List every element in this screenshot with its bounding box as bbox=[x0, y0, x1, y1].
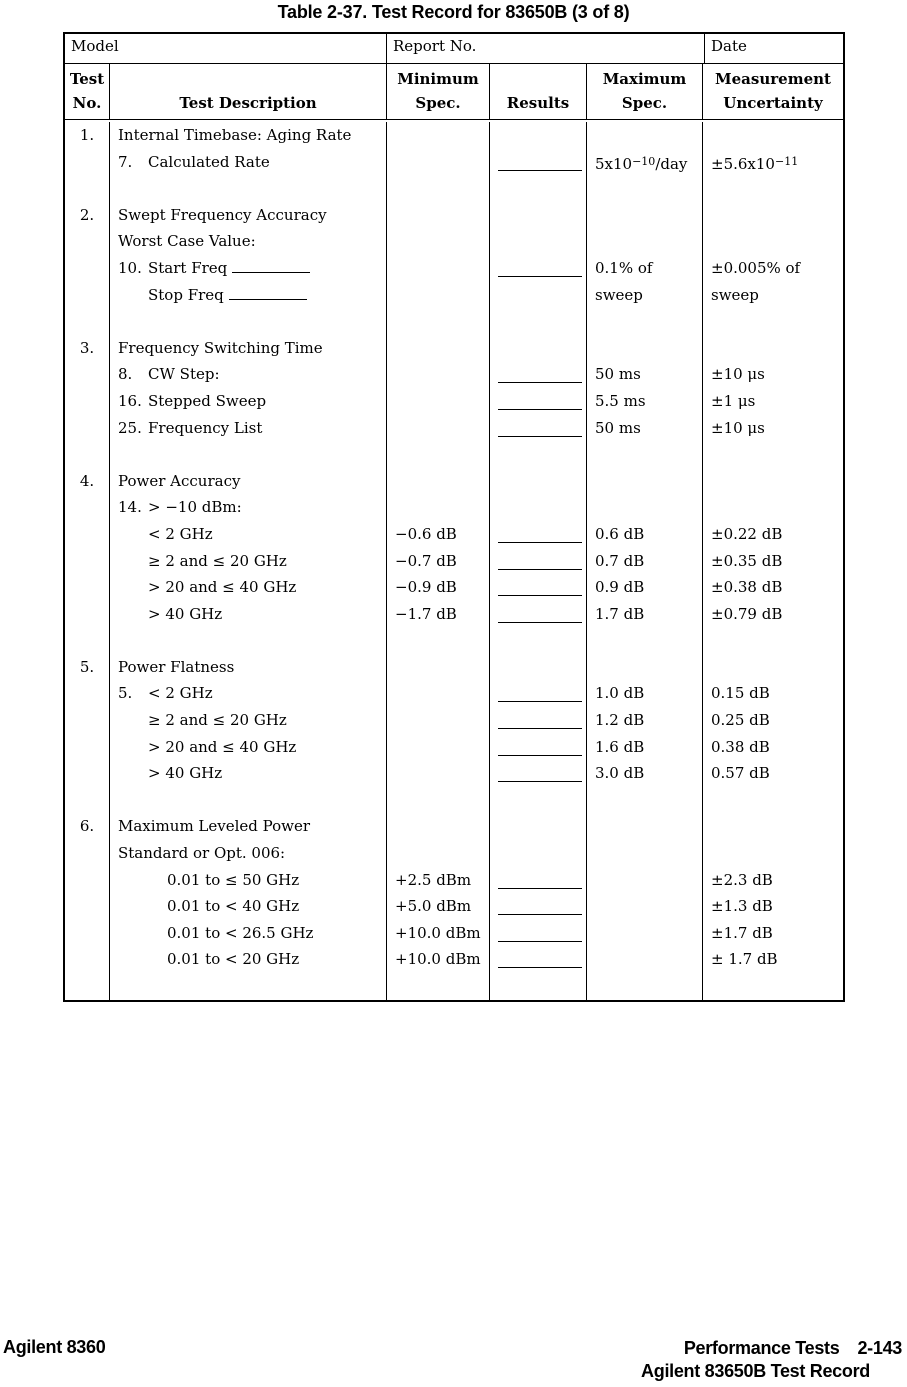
spacer-cell bbox=[65, 441, 110, 468]
measurement-uncertainty bbox=[703, 202, 843, 229]
minimum-spec bbox=[387, 734, 490, 761]
maximum-spec bbox=[587, 840, 703, 867]
measurement-uncertainty bbox=[703, 654, 843, 681]
test-no: 2. bbox=[65, 202, 110, 229]
test-no bbox=[65, 255, 110, 282]
measurement-uncertainty bbox=[703, 122, 843, 149]
maximum-spec: 1.2 dB bbox=[587, 707, 703, 734]
results bbox=[490, 415, 587, 442]
test-no bbox=[65, 840, 110, 867]
maximum-spec bbox=[587, 468, 703, 495]
measurement-uncertainty: 0.25 dB bbox=[711, 711, 770, 730]
test-description bbox=[110, 654, 387, 681]
description-text: Stop Freq bbox=[148, 285, 224, 304]
model-field-label: Model bbox=[65, 34, 387, 63]
description-text: > −10 dBm: bbox=[148, 498, 242, 517]
maximum-spec bbox=[587, 122, 703, 149]
test-description bbox=[110, 920, 387, 947]
description-text: 0.01 to < 20 GHz bbox=[167, 950, 300, 969]
test-description bbox=[110, 388, 387, 415]
minimum-spec bbox=[387, 415, 490, 442]
test-no bbox=[65, 521, 110, 548]
description-text: ≥ 2 and ≤ 20 GHz bbox=[148, 711, 287, 730]
test-no bbox=[65, 388, 110, 415]
minimum-spec: +10.0 dBm bbox=[387, 920, 490, 947]
results bbox=[490, 494, 587, 521]
results bbox=[490, 574, 587, 601]
maximum-spec: 3.0 dB bbox=[587, 760, 703, 787]
spacer-cell bbox=[65, 175, 110, 202]
minimum-spec bbox=[387, 813, 490, 840]
test-description bbox=[110, 601, 387, 628]
results bbox=[490, 521, 587, 548]
spacer-cell bbox=[65, 627, 110, 654]
spacer-cell bbox=[387, 441, 490, 468]
results bbox=[490, 228, 587, 255]
minimum-spec bbox=[387, 654, 490, 681]
minimum-spec: +5.0 dBm bbox=[387, 893, 490, 920]
measurement-uncertainty: ±0.38 dB bbox=[711, 578, 783, 597]
results bbox=[490, 149, 587, 176]
fill-in-blank bbox=[232, 259, 310, 273]
results bbox=[490, 893, 587, 920]
spacer-cell bbox=[387, 787, 490, 814]
test-no bbox=[65, 707, 110, 734]
test-no bbox=[65, 920, 110, 947]
description-text: < 2 GHz bbox=[148, 684, 213, 703]
results bbox=[490, 946, 587, 973]
test-no: 3. bbox=[65, 335, 110, 362]
description-text: > 40 GHz bbox=[148, 604, 223, 623]
test-no bbox=[65, 893, 110, 920]
footer-section-and-page bbox=[641, 1337, 902, 1360]
spacer-cell bbox=[110, 973, 387, 1000]
sub-item-number: 7. bbox=[118, 152, 133, 171]
column-header-row bbox=[65, 64, 843, 120]
results bbox=[490, 920, 587, 947]
test-no bbox=[65, 415, 110, 442]
description-text: Frequency Switching Time bbox=[118, 338, 323, 357]
column-header-results: Results bbox=[490, 64, 587, 119]
test-no bbox=[65, 228, 110, 255]
test-description bbox=[110, 494, 387, 521]
results bbox=[490, 840, 587, 867]
description-text: Swept Frequency Accuracy bbox=[118, 205, 327, 224]
spacer-cell bbox=[587, 973, 703, 1000]
description-text: Standard or Opt. 006: bbox=[118, 844, 286, 863]
results bbox=[490, 680, 587, 707]
sub-item-number: 5. bbox=[118, 684, 133, 703]
results bbox=[490, 813, 587, 840]
test-description bbox=[110, 893, 387, 920]
spacer-cell bbox=[490, 308, 587, 335]
description-text: Maximum Leveled Power bbox=[118, 817, 311, 836]
spacer-cell bbox=[490, 175, 587, 202]
date-field-label: Date bbox=[711, 37, 747, 55]
column-header-minimum-spec: Minimum Spec. bbox=[387, 64, 490, 119]
description-text: Calculated Rate bbox=[148, 152, 270, 171]
measurement-uncertainty: 0.15 dB bbox=[711, 684, 770, 703]
spacer-cell bbox=[703, 627, 843, 654]
description-text: 0.01 to < 40 GHz bbox=[167, 897, 300, 916]
minimum-spec: −0.7 dB bbox=[387, 548, 490, 575]
footer-right-block bbox=[641, 1337, 902, 1383]
minimum-spec: −0.9 dB bbox=[387, 574, 490, 601]
spacer-cell bbox=[587, 441, 703, 468]
measurement-uncertainty: ±10 μs bbox=[711, 418, 765, 437]
measurement-uncertainty: ± 1.7 dB bbox=[711, 950, 778, 969]
spacer-cell bbox=[703, 308, 843, 335]
spacer-cell bbox=[387, 973, 490, 1000]
spacer-cell bbox=[587, 175, 703, 202]
spacer-cell bbox=[703, 787, 843, 814]
description-text: > 20 and ≤ 40 GHz bbox=[148, 737, 297, 756]
test-description bbox=[110, 282, 387, 309]
test-description bbox=[110, 760, 387, 787]
minimum-spec bbox=[387, 255, 490, 282]
results-blank-line bbox=[498, 741, 582, 756]
spacer-cell bbox=[65, 787, 110, 814]
spacer-cell bbox=[587, 308, 703, 335]
results-blank-line bbox=[498, 687, 582, 702]
spacer-cell bbox=[110, 787, 387, 814]
test-description bbox=[110, 361, 387, 388]
test-no: 5. bbox=[65, 654, 110, 681]
test-no bbox=[65, 574, 110, 601]
test-description bbox=[110, 867, 387, 894]
minimum-spec: −1.7 dB bbox=[387, 601, 490, 628]
maximum-spec bbox=[587, 654, 703, 681]
results bbox=[490, 867, 587, 894]
spacer-cell bbox=[703, 175, 843, 202]
description-text: > 20 and ≤ 40 GHz bbox=[148, 578, 297, 597]
description-text: Start Freq bbox=[148, 258, 228, 277]
measurement-uncertainty: ±2.3 dB bbox=[711, 870, 773, 889]
spacer-cell bbox=[65, 308, 110, 335]
minimum-spec: −0.6 dB bbox=[387, 521, 490, 548]
info-row bbox=[65, 34, 843, 64]
test-description bbox=[110, 255, 387, 282]
table-body bbox=[65, 120, 843, 1000]
test-description bbox=[110, 574, 387, 601]
test-description bbox=[110, 122, 387, 149]
maximum-spec bbox=[587, 813, 703, 840]
report-no-field-label: Report No. bbox=[387, 34, 705, 63]
test-description bbox=[110, 548, 387, 575]
description-text: > 40 GHz bbox=[148, 764, 223, 783]
spacer-cell bbox=[490, 627, 587, 654]
description-text: ≥ 2 and ≤ 20 GHz bbox=[148, 551, 287, 570]
measurement-uncertainty: ±0.005% of bbox=[711, 258, 801, 277]
minimum-spec bbox=[387, 680, 490, 707]
maximum-spec: 0.1% of bbox=[587, 255, 703, 282]
measurement-uncertainty bbox=[703, 840, 843, 867]
test-description bbox=[110, 946, 387, 973]
spacer-cell bbox=[65, 973, 110, 1000]
maximum-spec bbox=[587, 920, 703, 947]
test-description bbox=[110, 149, 387, 176]
measurement-uncertainty: $\pm 5.6x10^{-11}$ bbox=[711, 154, 799, 173]
results-blank-line bbox=[498, 555, 582, 570]
measurement-uncertainty: ±0.22 dB bbox=[711, 524, 783, 543]
results-blank-line bbox=[498, 900, 582, 915]
maximum-spec: 5.5 ms bbox=[587, 388, 703, 415]
results-blank-line bbox=[498, 395, 582, 410]
results-blank-line bbox=[498, 262, 582, 277]
spacer-cell bbox=[110, 175, 387, 202]
results bbox=[490, 335, 587, 362]
maximum-spec: 0.6 dB bbox=[587, 521, 703, 548]
results-blank-line bbox=[498, 422, 582, 437]
results-blank-line bbox=[498, 608, 582, 623]
test-description bbox=[110, 202, 387, 229]
maximum-spec: 0.7 dB bbox=[587, 548, 703, 575]
description-text: Frequency List bbox=[148, 418, 263, 437]
measurement-uncertainty bbox=[703, 494, 843, 521]
results-blank-line bbox=[498, 874, 582, 889]
results bbox=[490, 388, 587, 415]
maximum-spec bbox=[587, 867, 703, 894]
minimum-spec bbox=[387, 388, 490, 415]
maximum-spec bbox=[587, 228, 703, 255]
results bbox=[490, 282, 587, 309]
measurement-uncertainty: ±1 μs bbox=[711, 391, 756, 410]
sub-item-number: 14. bbox=[118, 498, 142, 517]
measurement-uncertainty: ±0.35 dB bbox=[711, 551, 783, 570]
minimum-spec bbox=[387, 707, 490, 734]
spacer-cell bbox=[490, 441, 587, 468]
spacer-cell bbox=[387, 308, 490, 335]
description-text: CW Step: bbox=[148, 365, 220, 384]
measurement-uncertainty: ±1.3 dB bbox=[711, 897, 773, 916]
test-no bbox=[65, 494, 110, 521]
results bbox=[490, 202, 587, 229]
measurement-uncertainty bbox=[703, 228, 843, 255]
results bbox=[490, 361, 587, 388]
test-no bbox=[65, 946, 110, 973]
sub-item-number: 16. bbox=[118, 391, 142, 410]
minimum-spec bbox=[387, 282, 490, 309]
sub-item-number: 8. bbox=[118, 365, 133, 384]
description-text: 0.01 to ≤ 50 GHz bbox=[167, 870, 300, 889]
test-description bbox=[110, 813, 387, 840]
test-no bbox=[65, 734, 110, 761]
page-title: Table 2-37. Test Record for 83650B (3 of 8) bbox=[277, 2, 630, 22]
maximum-spec: 1.6 dB bbox=[587, 734, 703, 761]
maximum-spec bbox=[587, 946, 703, 973]
minimum-spec bbox=[387, 494, 490, 521]
maximum-spec bbox=[587, 893, 703, 920]
footer-section-title: Performance Tests bbox=[683, 1338, 840, 1358]
column-header-description: Test Description bbox=[110, 64, 387, 119]
results bbox=[490, 468, 587, 495]
test-description bbox=[110, 840, 387, 867]
measurement-uncertainty: sweep bbox=[711, 285, 759, 304]
test-no bbox=[65, 601, 110, 628]
maximum-spec: 1.0 dB bbox=[587, 680, 703, 707]
spacer-cell bbox=[387, 175, 490, 202]
minimum-spec bbox=[387, 202, 490, 229]
minimum-spec bbox=[387, 468, 490, 495]
test-description bbox=[110, 707, 387, 734]
minimum-spec: +10.0 dBm bbox=[387, 946, 490, 973]
spacer-cell bbox=[110, 308, 387, 335]
test-record-table bbox=[63, 32, 845, 1002]
results-blank-line bbox=[498, 156, 582, 171]
minimum-spec bbox=[387, 760, 490, 787]
description-text: < 2 GHz bbox=[148, 524, 213, 543]
test-no bbox=[65, 760, 110, 787]
maximum-spec: 0.9 dB bbox=[587, 574, 703, 601]
test-no: 6. bbox=[65, 813, 110, 840]
test-no bbox=[65, 282, 110, 309]
maximum-spec: 1.7 dB bbox=[587, 601, 703, 628]
spacer-cell bbox=[587, 627, 703, 654]
test-description bbox=[110, 468, 387, 495]
results-blank-line bbox=[498, 714, 582, 729]
results-blank-line bbox=[498, 953, 582, 968]
results bbox=[490, 601, 587, 628]
column-header-maximum-spec: Maximum Spec. bbox=[587, 64, 703, 119]
spacer-cell bbox=[110, 627, 387, 654]
maximum-spec: 50 ms bbox=[587, 415, 703, 442]
results bbox=[490, 734, 587, 761]
spacer-cell bbox=[490, 973, 587, 1000]
results bbox=[490, 548, 587, 575]
description-text: Power Accuracy bbox=[118, 471, 241, 490]
results bbox=[490, 760, 587, 787]
minimum-spec bbox=[387, 149, 490, 176]
minimum-spec: +2.5 dBm bbox=[387, 867, 490, 894]
minimum-spec bbox=[387, 122, 490, 149]
description-text: Power Flatness bbox=[118, 657, 235, 676]
spacer-cell bbox=[703, 441, 843, 468]
minimum-spec bbox=[387, 228, 490, 255]
test-description bbox=[110, 228, 387, 255]
test-no bbox=[65, 361, 110, 388]
measurement-uncertainty bbox=[703, 468, 843, 495]
results-blank-line bbox=[498, 767, 582, 782]
spacer-cell bbox=[703, 973, 843, 1000]
maximum-spec: 50 ms bbox=[587, 361, 703, 388]
results-blank-line bbox=[498, 528, 582, 543]
maximum-spec bbox=[587, 335, 703, 362]
fill-in-blank bbox=[229, 286, 307, 300]
measurement-uncertainty: ±10 μs bbox=[711, 365, 765, 384]
test-no bbox=[65, 867, 110, 894]
footer-page-number: 2-143 bbox=[857, 1338, 902, 1358]
spacer-cell bbox=[587, 787, 703, 814]
maximum-spec bbox=[587, 494, 703, 521]
maximum-spec bbox=[587, 202, 703, 229]
minimum-spec bbox=[387, 361, 490, 388]
test-description bbox=[110, 415, 387, 442]
sub-item-number: 10. bbox=[118, 258, 142, 277]
results-blank-line bbox=[498, 581, 582, 596]
footer-product-name: Agilent 8360 bbox=[3, 1337, 106, 1357]
spacer-cell bbox=[387, 627, 490, 654]
description-text: Internal Timebase: Aging Rate bbox=[118, 126, 352, 144]
description-text: Worst Case Value: bbox=[118, 232, 256, 251]
test-no: 1. bbox=[65, 122, 110, 149]
test-no: 4. bbox=[65, 468, 110, 495]
results-blank-line bbox=[498, 368, 582, 383]
measurement-uncertainty bbox=[703, 335, 843, 362]
measurement-uncertainty: ±1.7 dB bbox=[711, 923, 773, 942]
measurement-uncertainty bbox=[703, 813, 843, 840]
test-description bbox=[110, 335, 387, 362]
footer-record-title: Agilent 83650B Test Record bbox=[641, 1361, 870, 1381]
test-no bbox=[65, 548, 110, 575]
column-header-test-no: Test No. bbox=[65, 64, 110, 119]
test-description bbox=[110, 734, 387, 761]
spacer-cell bbox=[490, 787, 587, 814]
description-text: 0.01 to < 26.5 GHz bbox=[167, 923, 314, 942]
measurement-uncertainty: ±0.79 dB bbox=[711, 604, 783, 623]
test-description bbox=[110, 521, 387, 548]
results bbox=[490, 707, 587, 734]
test-no bbox=[65, 149, 110, 176]
description-text: Stepped Sweep bbox=[148, 391, 267, 410]
measurement-uncertainty: 0.38 dB bbox=[711, 737, 770, 756]
results bbox=[490, 654, 587, 681]
measurement-uncertainty: 0.57 dB bbox=[711, 764, 770, 783]
results bbox=[490, 255, 587, 282]
test-no bbox=[65, 680, 110, 707]
maximum-spec: $5x10^{-10}$/day bbox=[587, 149, 703, 176]
sub-item-number: 25. bbox=[118, 418, 142, 437]
column-header-uncertainty: Measurement Uncertainty bbox=[715, 70, 831, 112]
results bbox=[490, 122, 587, 149]
spacer-cell bbox=[110, 441, 387, 468]
minimum-spec bbox=[387, 335, 490, 362]
minimum-spec bbox=[387, 840, 490, 867]
results-blank-line bbox=[498, 927, 582, 942]
test-description bbox=[110, 680, 387, 707]
maximum-spec: sweep bbox=[587, 282, 703, 309]
